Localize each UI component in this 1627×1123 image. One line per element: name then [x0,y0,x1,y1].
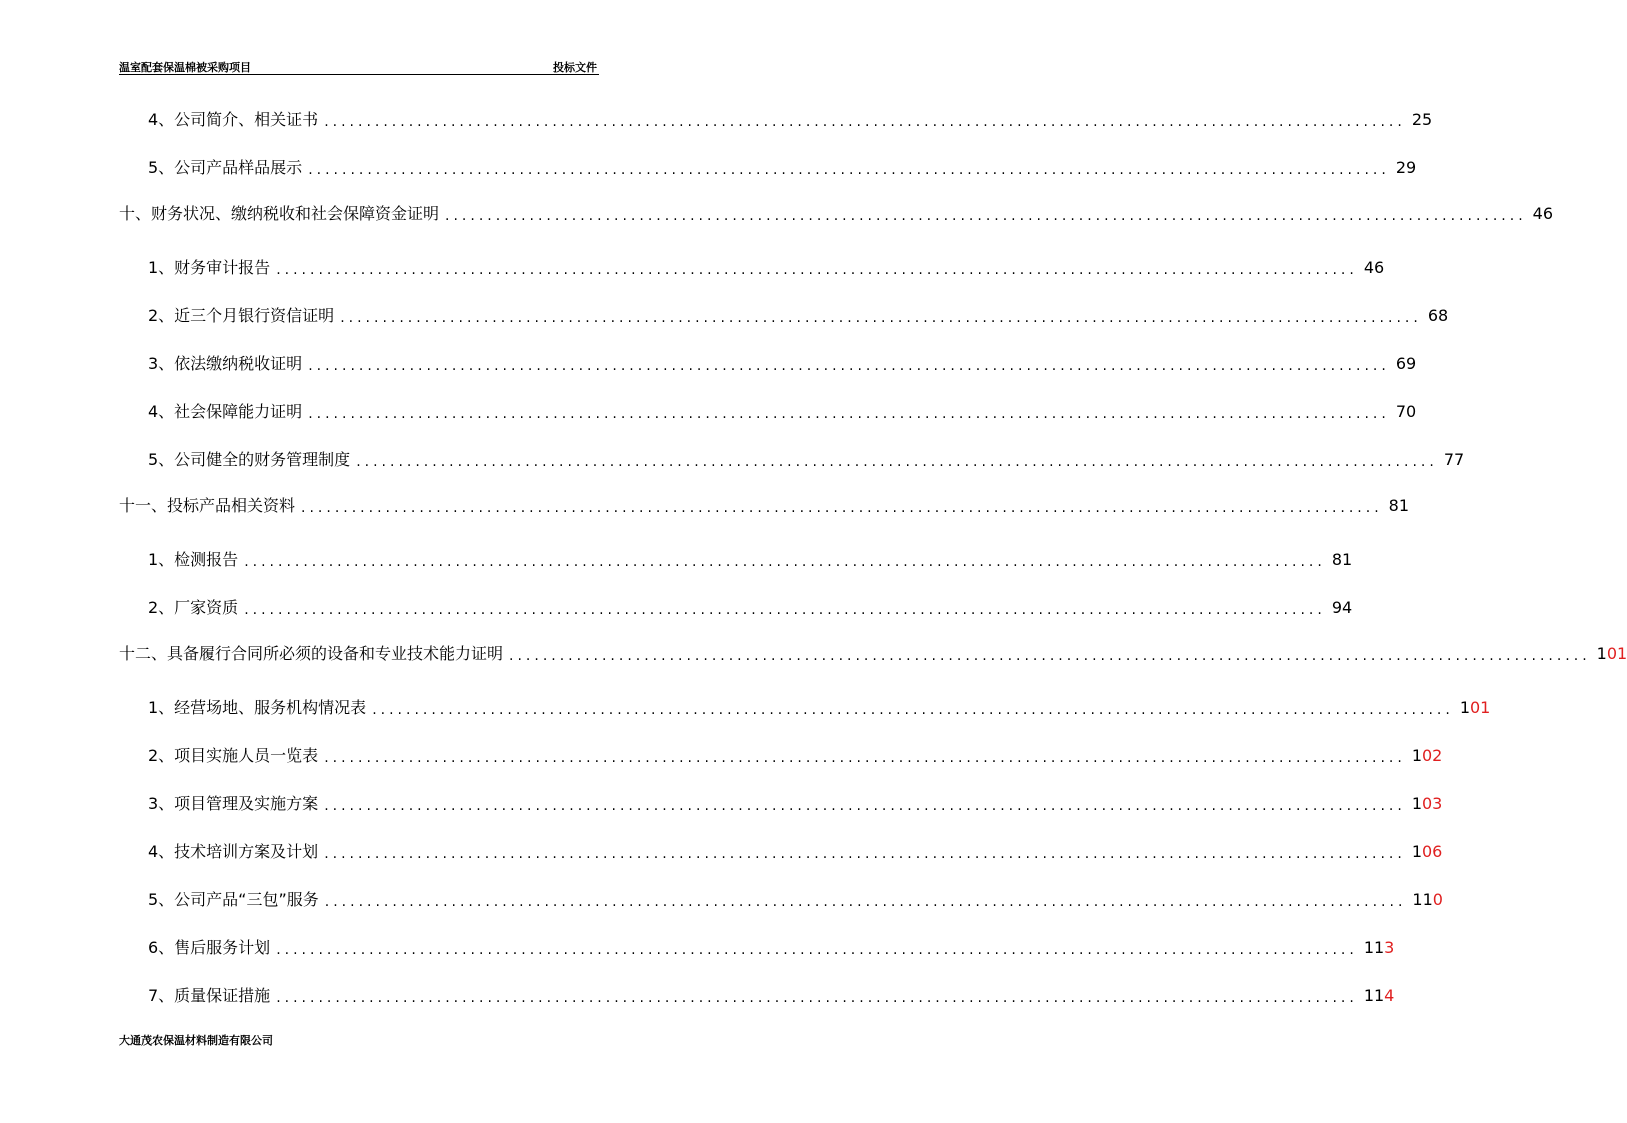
footer-company-name: 大通茂农保温材料制造有限公司 [119,1034,273,1047]
header-doc-type: 投标文件 [553,61,597,74]
page-number: 68 [1427,306,1449,325]
page-footer [119,1032,273,1048]
toc-entry[interactable] [0,156,1417,180]
toc-chapter[interactable] [0,642,1627,666]
dot-leader [308,404,1390,424]
page-number-highlight: 03 [1422,794,1443,813]
page-number: 69 [1395,354,1417,373]
dot-leader [324,112,1406,132]
page-number-highlight: 3 [1384,938,1395,957]
page-number: 11 [1412,890,1433,909]
toc-entry[interactable] [0,696,1491,720]
toc-entry-page [1460,696,1491,720]
dot-leader [308,356,1390,376]
toc-entry-label: 2、近三个月银行资信证明 [148,306,335,325]
toc-entry-label: 6、售后服务计划 [148,938,271,957]
page-number: 70 [1395,402,1417,421]
page-number: 1 [1411,842,1422,861]
toc-entry-label: 3、项目管理及实施方案 [148,794,319,813]
toc-entry[interactable] [0,304,1449,328]
toc-entry[interactable] [0,792,1443,816]
page-number: 1 [1459,698,1470,717]
toc-entry[interactable] [0,984,1395,1008]
dot-leader [244,600,1326,620]
page-number-highlight: 0 [1432,890,1443,909]
dot-leader [325,892,1407,912]
toc-chapter-label: 十二、具备履行合同所必须的设备和专业技术能力证明 [119,644,504,663]
toc-entry-label: 2、项目实施人员一览表 [148,746,319,765]
toc-entry-page [1597,642,1627,666]
toc-entry-label: 5、公司产品样品展示 [148,158,303,177]
toc-entry[interactable] [0,352,1417,376]
page-number: 1 [1411,794,1422,813]
page-number: 1 [1596,644,1607,663]
dot-leader [276,940,1358,960]
toc-entry-page [1412,888,1443,912]
toc-entry-label: 4、公司简介、相关证书 [148,110,319,129]
page-number: 11 [1363,986,1385,1005]
toc-entry-page [1412,840,1443,864]
page-number: 1 [1411,746,1422,765]
toc-entry-label: 2、厂家资质 [148,598,239,617]
toc-entry-label: 1、财务审计报告 [148,258,271,277]
toc-entry-label: 1、经营场地、服务机构情况表 [148,698,367,717]
toc-entry[interactable] [0,256,1385,280]
toc-entry[interactable] [0,596,1353,620]
toc-entry-label: 7、质量保证措施 [148,986,271,1005]
dot-leader [324,844,1406,864]
toc-entry-page [1412,744,1443,768]
toc-entry-label: 5、公司产品“三包”服务 [148,890,319,909]
toc-entry-page [1364,984,1395,1008]
page-number: 94 [1331,598,1353,617]
toc-entry-page [1412,108,1432,132]
dot-leader [324,748,1406,768]
toc-entry-label: 4、社会保障能力证明 [148,402,303,421]
toc-chapter[interactable] [0,494,1409,518]
page-number-highlight: 01 [1470,698,1491,717]
toc-chapter[interactable] [0,202,1553,226]
page-number: 46 [1532,204,1553,223]
header-project-title: 温室配套保温棉被采购项目 [119,61,251,74]
page-number-highlight: 01 [1606,644,1627,663]
page-number-highlight: 06 [1422,842,1443,861]
toc-entry-page [1396,352,1416,376]
page-number: 29 [1395,158,1417,177]
toc-entry-page [1389,494,1409,518]
page-number: 11 [1363,938,1385,957]
toc-entry[interactable] [0,744,1443,768]
dot-leader [356,452,1438,472]
page-number: 25 [1411,110,1433,129]
page-header [119,58,599,75]
toc-entry-label: 5、公司健全的财务管理制度 [148,450,351,469]
dot-leader [509,646,1591,666]
toc-entry[interactable] [0,840,1443,864]
toc-entry[interactable] [0,548,1353,572]
toc-entry-label: 3、依法缴纳税收证明 [148,354,303,373]
dot-leader [372,700,1454,720]
dot-leader [445,206,1527,226]
dot-leader [308,160,1390,180]
toc-entry-page [1444,448,1464,472]
page-number: 81 [1388,496,1409,515]
dot-leader [276,260,1358,280]
page-number-highlight: 02 [1422,746,1443,765]
toc-entry-page [1428,304,1448,328]
page-number-highlight: 4 [1384,986,1395,1005]
toc-entry-page [1533,202,1553,226]
page-number: 81 [1331,550,1353,569]
toc-entry[interactable] [0,400,1417,424]
toc-entry-page [1396,400,1416,424]
toc-entry-page [1412,792,1443,816]
dot-leader [324,796,1406,816]
dot-leader [340,308,1422,328]
page-number: 46 [1363,258,1385,277]
toc-entry[interactable] [0,108,1433,132]
toc-entry-label: 4、技术培训方案及计划 [148,842,319,861]
dot-leader [301,498,1383,518]
page-number: 77 [1443,450,1465,469]
toc-entry-page [1364,256,1384,280]
toc-entry-page [1396,156,1416,180]
toc-entry[interactable] [0,448,1465,472]
dot-leader [276,988,1358,1008]
toc-entry[interactable] [0,888,1443,912]
dot-leader [244,552,1326,572]
toc-chapter-label: 十、财务状况、缴纳税收和社会保障资金证明 [119,204,440,223]
toc-entry-page [1332,596,1352,620]
toc-entry[interactable] [0,936,1395,960]
toc-entry-page [1364,936,1395,960]
toc-entry-label: 1、检测报告 [148,550,239,569]
toc-chapter-label: 十一、投标产品相关资料 [119,496,296,515]
toc-entry-page [1332,548,1352,572]
